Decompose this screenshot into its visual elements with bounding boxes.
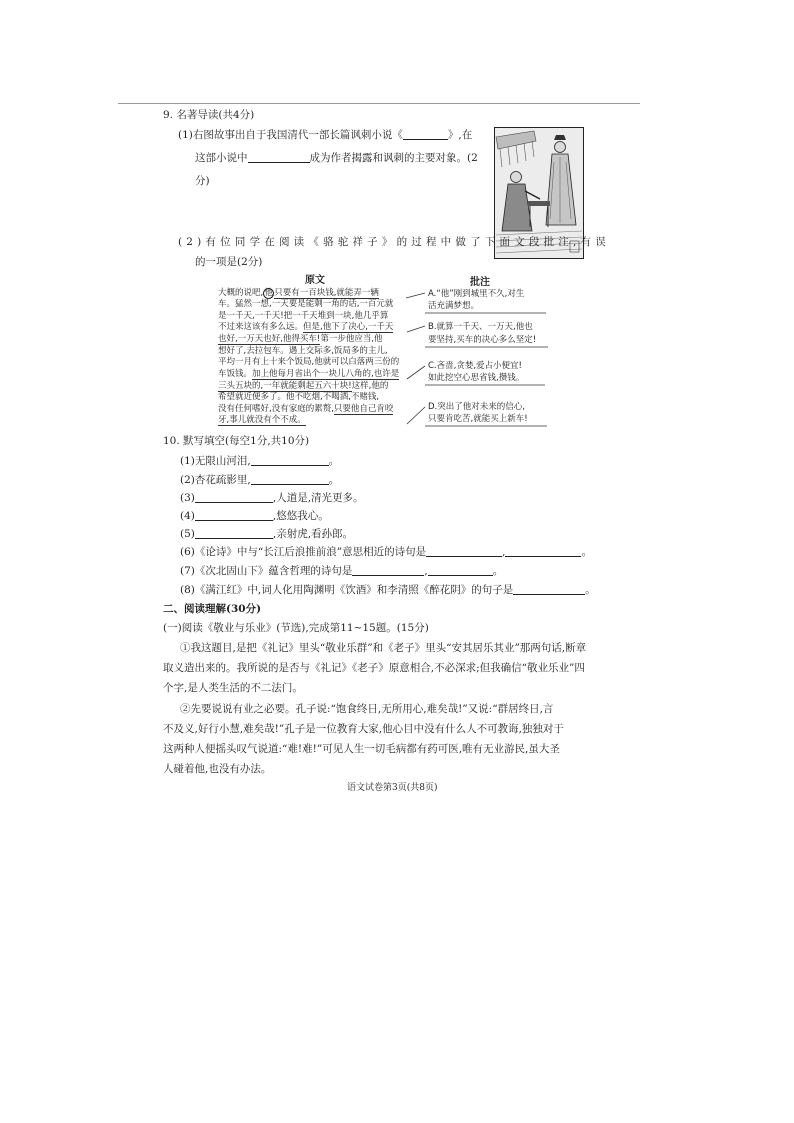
original-text: 车饭钱。: [218, 369, 253, 379]
answer-blank: [352, 564, 424, 576]
q9-part1-line1: [178, 128, 472, 142]
underlined-text: 只要他自己肯咬: [333, 404, 394, 414]
item-text: ,亲射虎,看孙郎。: [272, 528, 354, 540]
underlined-text: 加上他每月省出个一块儿八角的,也许是: [252, 369, 400, 379]
original-line-9: [218, 381, 388, 392]
underlined-text: 牙,事儿就没有个不成。: [218, 415, 306, 425]
passage-p2-line4: 人碰着他,也没有办法。: [163, 763, 272, 775]
circled-word: 他: [264, 288, 273, 298]
page-footer: 语文试卷第3页(共8页): [347, 783, 438, 793]
original-line-11: [218, 404, 393, 415]
q9-part1-line3: 分): [195, 175, 210, 187]
section2-title: 二、阅读理解(30分): [163, 603, 262, 615]
item-text: ,人道是,清光更多。: [272, 492, 364, 504]
original-line-7: 平均一月有上十来个饭局,他就可以白落两三份的: [218, 357, 400, 367]
item-text: 。: [328, 474, 340, 486]
item-text: 。: [328, 455, 340, 467]
passage-p2-line1: ②先要说说有业之必要。孔子说:“饱食终日,无所用心,难矣哉!”又说:“群居终日,言: [180, 703, 554, 715]
answer-blank: [251, 473, 329, 485]
original-line-8: [218, 369, 399, 380]
answer-blank: [195, 509, 273, 521]
table-header-original: 原文: [305, 275, 325, 286]
original-line-3: 是一千天,一千天!把一千天堆到一块,他几乎算: [218, 311, 389, 321]
item-text: ,: [424, 565, 428, 577]
item-text: (6)《论诗》中与“长江后浪推前浪”意思相近的诗句是: [180, 546, 427, 558]
original-line-4: [218, 322, 393, 333]
note-c-line2: 如此挖空心思省钱,攒钱。: [428, 373, 525, 383]
table-header-notes: 批注: [470, 277, 490, 288]
q10-item-7: [180, 564, 503, 578]
item-text: (1)无限山河泪,: [180, 455, 251, 467]
section2-subtitle: (一)阅读《敬业与乐业》(节选),完成第11~15题。(15分): [163, 622, 429, 634]
q9-part1-text: 》,在: [447, 129, 473, 141]
item-text: (3): [180, 492, 195, 504]
original-line-12: [218, 415, 306, 426]
note-b-line1: B.就算一千天、一万天,他也: [428, 322, 533, 332]
answer-blank: [195, 491, 273, 503]
answer-blank: [513, 583, 585, 595]
passage-p2-line3: 这两种人便摇头叹气说道:“难!难!”可见人生一切毛病都有药可医,唯有无业游民,虽大圣: [163, 743, 560, 755]
original-line-6: 想好了,去拉包车。遇上交际多,饭局多的主儿,: [218, 346, 388, 356]
item-text: ,: [502, 546, 506, 558]
original-text: 这样,他的: [351, 381, 389, 391]
q9-title: 9. 名著导读(共4分): [163, 109, 255, 121]
item-text: 。: [492, 565, 504, 577]
item-text: (5): [180, 528, 195, 540]
passage-p1-line1: ①我这题目,是把《礼记》里头“敬业乐群”和《老子》里头“安其居乐其业”那两句话,断章: [180, 642, 587, 654]
answer-blank: [505, 545, 581, 557]
item-text: (8)《满江红》中,词人化用陶渊明《饮酒》和李清照《醉花阴》的句子是: [180, 584, 514, 596]
q9-part2-line2: 的一项是(2分): [195, 256, 263, 268]
q9-part1-text: (1)右图故事出自于我国清代一部长篇讽刺小说《: [178, 129, 403, 141]
underlined-text: 三头五块的,一年就能剩起五六十块!: [218, 381, 352, 391]
answer-blank-novel-title: [403, 128, 448, 140]
note-d-line1: D.突出了他对未来的信心,: [428, 402, 525, 412]
q10-item-5: [180, 527, 353, 541]
q10-title: 10. 默写填空(每空1分,共10分): [163, 435, 310, 447]
underlined-text: 但是,他下了决心,一千天: [303, 322, 394, 332]
answer-blank-satire-target: [248, 151, 310, 163]
item-text: (7)《次北固山下》蕴含哲理的诗句是: [180, 565, 353, 577]
note-a-line1: A.“他”刚到城里不久,对生: [428, 289, 525, 299]
q9-part1-text: 这部小说中: [195, 152, 248, 164]
q10-item-4: [180, 509, 329, 523]
answer-blank: [428, 564, 493, 576]
q9-part2-line1: (2)有位同学在阅读《骆驼祥子》的过程中做了下面文段批注,有误: [178, 236, 610, 248]
item-text: (2)杏花疏影里,: [180, 474, 251, 486]
item-text: (4): [180, 510, 195, 522]
original-text: 没有任何嗜好,没有家庭的累赘,: [218, 404, 334, 414]
answer-blank: [426, 545, 502, 557]
underlined-text: 也好,一万天也好,他得买车!: [218, 334, 321, 344]
q10-item-2: [180, 473, 339, 487]
answer-blank: [251, 454, 329, 466]
note-d-line2: 只要肯吃苦,就能买上新车!: [428, 414, 528, 424]
original-line-2: 车。猛然一想,一天要是能剩一角的话,一百元就: [218, 299, 394, 309]
note-b-line2: 要坚持,买车的决心多么坚定!: [428, 335, 537, 345]
passage-p1-line2: 取义造出来的。我所说的是否与《礼记》《老子》原意相合,不必深求;但我确信“敬业乐业”四: [163, 662, 585, 674]
passage-p1-line3: 个字,是人类生活的不二法门。: [163, 682, 303, 694]
original-line-5: [218, 334, 383, 345]
item-text: 。: [581, 546, 592, 558]
original-text: 第一步他应当,他: [320, 334, 383, 344]
q10-item-3: [180, 491, 364, 505]
q10-item-6: [180, 545, 592, 559]
original-line-1: [218, 288, 379, 299]
underlined-text: 只要有一百块钱,就能弄一辆: [274, 288, 379, 298]
note-a-line2: 活充满梦想。: [428, 301, 480, 311]
original-line-10: 希望就近便多了。他不吃烟,不喝酒,不赌钱,: [218, 392, 380, 402]
note-c-line1: C.吝啬,贪婪,爱占小便宜!: [428, 361, 522, 371]
header-rule: [118, 103, 640, 104]
annotation-connector-lines: [0, 0, 794, 450]
original-text: 大概的说吧,: [218, 288, 264, 298]
answer-blank: [195, 527, 273, 539]
item-text: 。: [585, 584, 596, 596]
q9-part1-line2: [195, 151, 478, 165]
original-text: 不过来这该有多么远。: [218, 322, 304, 332]
q10-item-8: [180, 583, 596, 597]
q10-item-1: [180, 454, 339, 468]
q9-part1-text: 成为作者揭露和讽刺的主要对象。(2: [309, 152, 478, 164]
item-text: ,悠悠我心。: [272, 510, 329, 522]
passage-p2-line2: 不及义,好行小慧,难矣哉!”孔子是一位教育大家,他心目中没有什么人不可教诲,独独对于: [163, 723, 564, 735]
